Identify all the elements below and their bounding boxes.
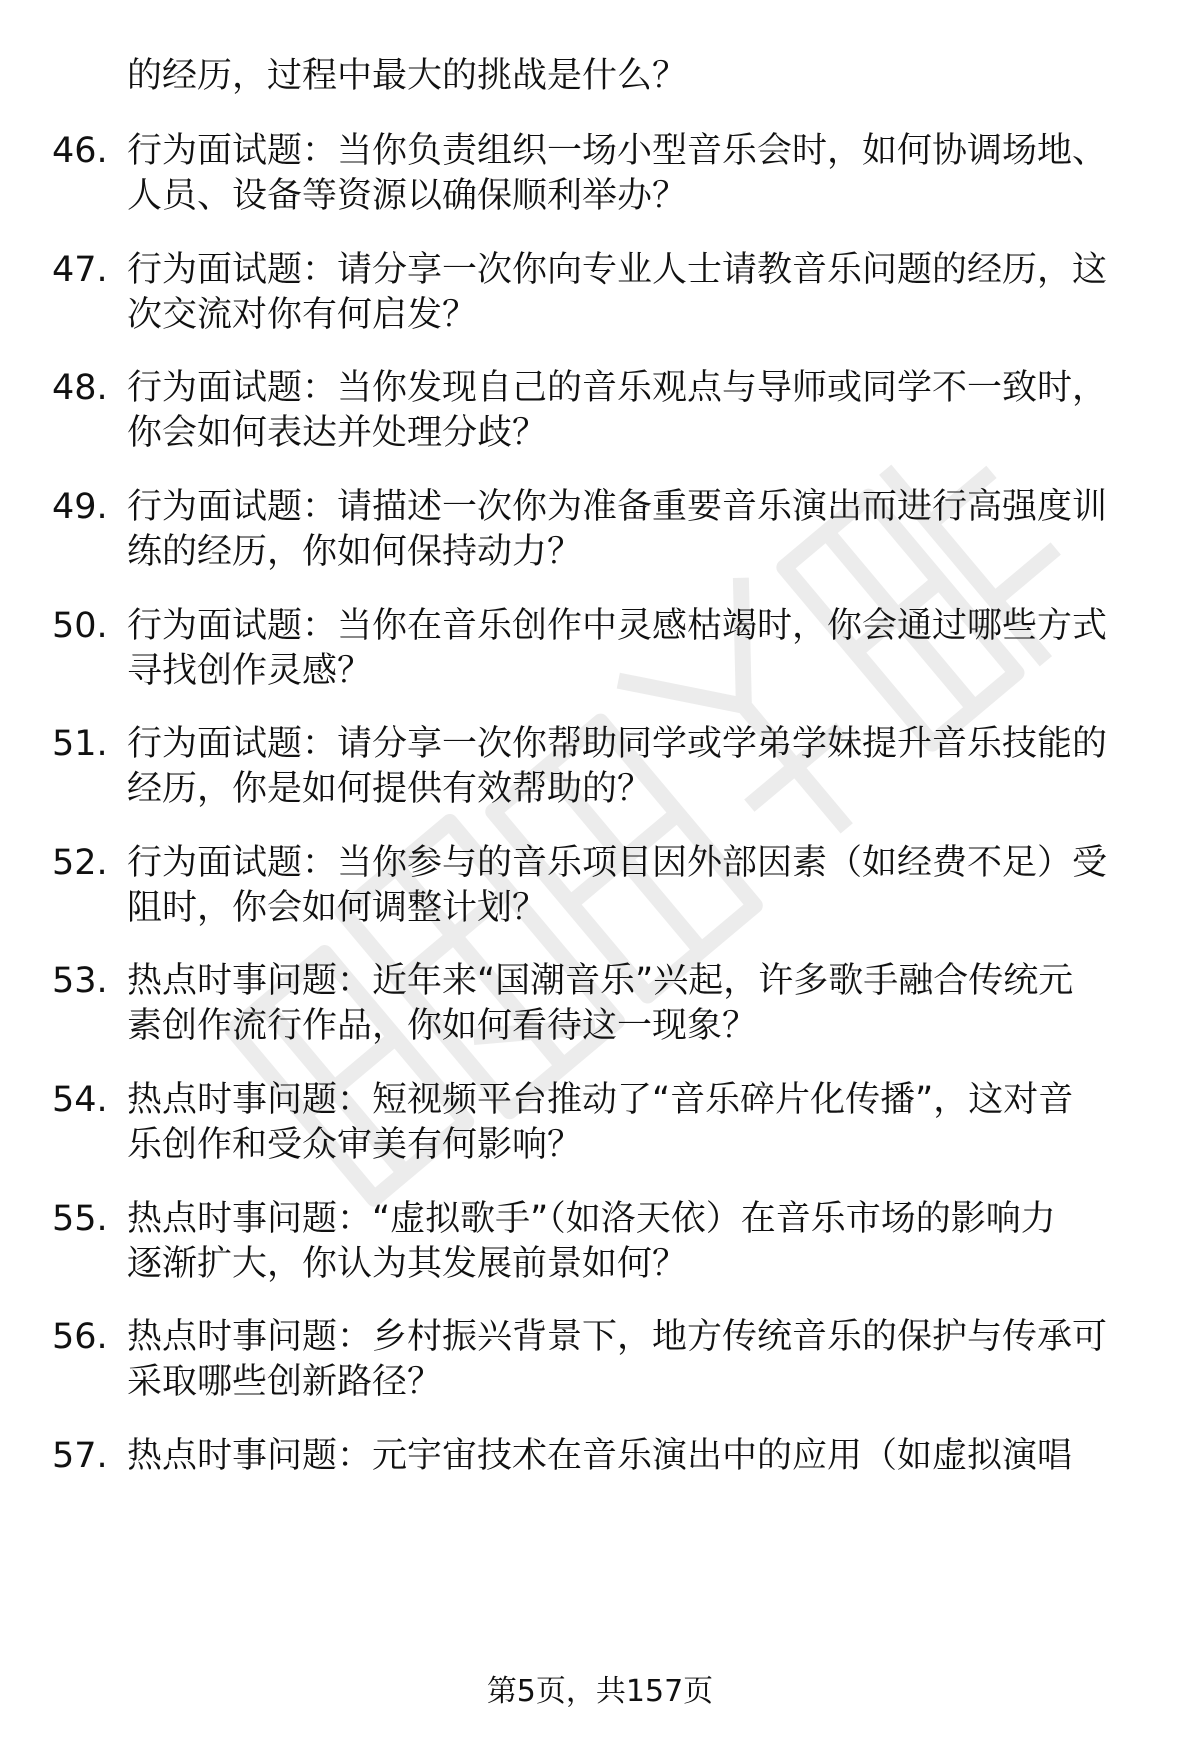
- question-line: 逐渐扩大，你认为其发展前景如何？: [127, 1244, 688, 1284]
- question-line: 行为面试题：当你负责组织一场小型音乐会时，如何协调场地、: [127, 131, 1108, 171]
- question-line: 采取哪些创新路径？: [127, 1362, 443, 1402]
- question-line: 寻找创作灵感？: [127, 651, 373, 691]
- question-line: 行为面试题：当你发现自己的音乐观点与导师或同学不一致时，: [127, 368, 1108, 408]
- question-number: 53.: [52, 961, 108, 1001]
- question-number: 48.: [52, 368, 108, 408]
- question-number: 57.: [52, 1436, 108, 1476]
- question-line: 你会如何表达并处理分歧？: [127, 413, 548, 453]
- question-line: 素创作流行作品，你如何看待这一现象？: [127, 1006, 758, 1046]
- question-number: 56.: [52, 1317, 108, 1357]
- question-number: 49.: [52, 487, 108, 527]
- question-line: 热点时事问题：“虚拟歌手”（如洛天依）在音乐市场的影响力: [127, 1199, 1056, 1239]
- question-line: 阻时，你会如何调整计划？: [127, 888, 548, 928]
- continuation-line: 的经历，过程中最大的挑战是什么？: [127, 56, 688, 96]
- question-line: 人员、设备等资源以确保顺利举办？: [127, 176, 688, 216]
- question-line: 行为面试题：当你在音乐创作中灵感枯竭时，你会通过哪些方式: [127, 606, 1108, 646]
- question-line: 经历，你是如何提供有效帮助的？: [127, 769, 653, 809]
- question-line: 热点时事问题：短视频平台推动了“音乐碎片化传播”，这对音: [127, 1080, 1074, 1120]
- question-number: 52.: [52, 843, 108, 883]
- question-number: 46.: [52, 131, 108, 171]
- question-line: 行为面试题：当你参与的音乐项目因外部因素（如经费不足）受: [127, 843, 1108, 883]
- question-number: 47.: [52, 250, 108, 290]
- question-line: 行为面试题：请分享一次你向专业人士请教音乐问题的经历，这: [127, 250, 1108, 290]
- question-line: 次交流对你有何启发？: [127, 295, 478, 335]
- question-line: 乐创作和受众审美有何影响？: [127, 1125, 583, 1165]
- question-line: 热点时事问题：乡村振兴背景下，地方传统音乐的保护与传承可: [127, 1317, 1108, 1357]
- question-number: 50.: [52, 606, 108, 646]
- question-number: 54.: [52, 1080, 108, 1120]
- question-line: 热点时事问题：元宇宙技术在音乐演出中的应用（如虚拟演唱: [127, 1436, 1073, 1476]
- question-number: 51.: [52, 724, 108, 764]
- question-line: 热点时事问题：近年来“国潮音乐”兴起，许多歌手融合传统元: [127, 961, 1074, 1001]
- question-number: 55.: [52, 1199, 108, 1239]
- question-line: 行为面试题：请描述一次你为准备重要音乐演出而进行高强度训: [127, 487, 1108, 527]
- question-line: 行为面试题：请分享一次你帮助同学或学弟学妹提升音乐技能的: [127, 724, 1108, 764]
- question-line: 练的经历，你如何保持动力？: [127, 532, 583, 572]
- page-footer: 第5页，共157页: [486, 1674, 714, 1709]
